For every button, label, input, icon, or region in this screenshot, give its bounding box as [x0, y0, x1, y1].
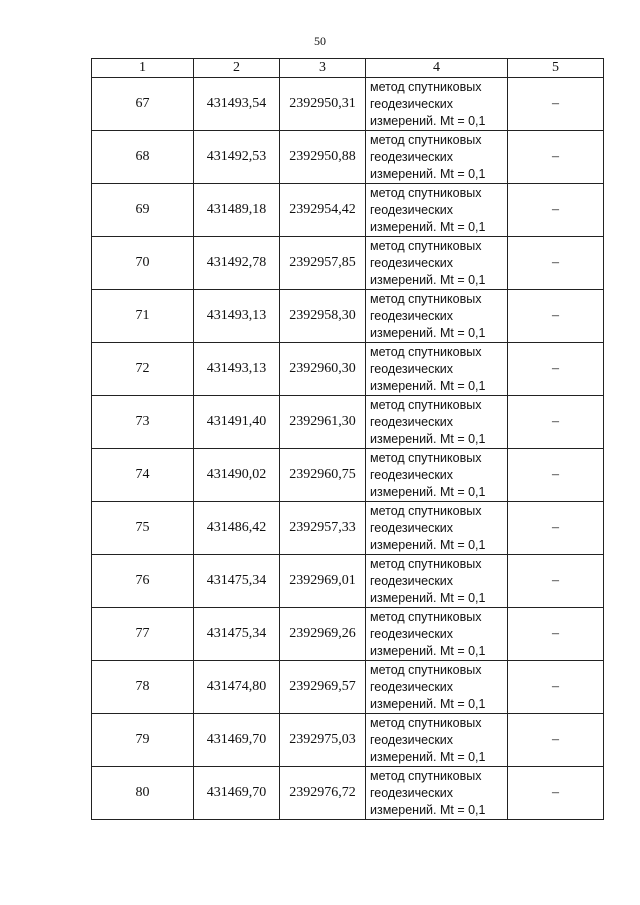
y-coordinate-cell: 2392976,72 [280, 767, 366, 820]
note-cell: – [508, 396, 604, 449]
method-cell [366, 555, 508, 608]
x-coordinate-cell: 431469,70 [194, 767, 280, 820]
table-row [92, 184, 604, 237]
column-header-1: 1 [92, 59, 194, 78]
method-line: геодезических [370, 626, 454, 641]
x-coordinate-cell: 431492,53 [194, 131, 280, 184]
point-number-cell: 71 [92, 290, 194, 343]
table-row [92, 343, 604, 396]
method-line: метод спутниковых [370, 715, 482, 730]
x-coordinate-cell: 431489,18 [194, 184, 280, 237]
table-row [92, 237, 604, 290]
x-coordinate-cell: 431491,40 [194, 396, 280, 449]
note-cell: – [508, 131, 604, 184]
note-cell: – [508, 184, 604, 237]
method-line: измерений. Mt = 0,1 [370, 590, 486, 605]
method-line: измерений. Mt = 0,1 [370, 431, 486, 446]
point-number-cell: 70 [92, 237, 194, 290]
point-number-cell: 72 [92, 343, 194, 396]
x-coordinate-cell: 431493,13 [194, 290, 280, 343]
note-cell: – [508, 449, 604, 502]
note-cell: – [508, 608, 604, 661]
method-line: измерений. Mt = 0,1 [370, 219, 486, 234]
x-coordinate-cell: 431486,42 [194, 502, 280, 555]
table-row [92, 555, 604, 608]
method-line: геодезических [370, 467, 454, 482]
page-number: 50 [314, 34, 326, 48]
method-line: метод спутниковых [370, 397, 482, 412]
method-line: измерений. Mt = 0,1 [370, 802, 486, 817]
table-row [92, 608, 604, 661]
method-line: геодезических [370, 361, 454, 376]
method-line: измерений. Mt = 0,1 [370, 166, 486, 181]
method-line: измерений. Mt = 0,1 [370, 378, 486, 393]
y-coordinate-cell: 2392957,85 [280, 237, 366, 290]
method-line: геодезических [370, 308, 454, 323]
method-cell [366, 343, 508, 396]
method-line: измерений. Mt = 0,1 [370, 696, 486, 711]
column-header-2: 2 [194, 59, 280, 78]
y-coordinate-cell: 2392961,30 [280, 396, 366, 449]
point-number-cell: 68 [92, 131, 194, 184]
method-cell [366, 396, 508, 449]
method-cell [366, 184, 508, 237]
method-line: метод спутниковых [370, 503, 482, 518]
method-line: геодезических [370, 149, 454, 164]
note-cell: – [508, 78, 604, 131]
y-coordinate-cell: 2392969,57 [280, 661, 366, 714]
point-number-cell: 80 [92, 767, 194, 820]
method-line: метод спутниковых [370, 291, 482, 306]
method-line: метод спутниковых [370, 450, 482, 465]
method-line: измерений. Mt = 0,1 [370, 325, 486, 340]
point-number-cell: 73 [92, 396, 194, 449]
method-line: геодезических [370, 96, 454, 111]
y-coordinate-cell: 2392957,33 [280, 502, 366, 555]
method-cell [366, 767, 508, 820]
method-line: геодезических [370, 785, 454, 800]
point-number-cell: 69 [92, 184, 194, 237]
method-line: метод спутниковых [370, 609, 482, 624]
table-row [92, 290, 604, 343]
x-coordinate-cell: 431475,34 [194, 555, 280, 608]
column-header-3: 3 [280, 59, 366, 78]
method-line: геодезических [370, 732, 454, 747]
table-row [92, 661, 604, 714]
x-coordinate-cell: 431474,80 [194, 661, 280, 714]
method-cell [366, 502, 508, 555]
x-coordinate-cell: 431475,34 [194, 608, 280, 661]
table-header-row [92, 59, 604, 78]
x-coordinate-cell: 431493,54 [194, 78, 280, 131]
x-coordinate-cell: 431469,70 [194, 714, 280, 767]
method-line: геодезических [370, 573, 454, 588]
method-line: измерений. Mt = 0,1 [370, 272, 486, 287]
note-cell: – [508, 237, 604, 290]
point-number-cell: 77 [92, 608, 194, 661]
column-header-4: 4 [366, 59, 508, 78]
method-line: метод спутниковых [370, 185, 482, 200]
method-cell [366, 449, 508, 502]
x-coordinate-cell: 431490,02 [194, 449, 280, 502]
method-line: метод спутниковых [370, 556, 482, 571]
table-row [92, 714, 604, 767]
method-cell [366, 131, 508, 184]
method-cell [366, 661, 508, 714]
column-header-5: 5 [508, 59, 604, 78]
method-line: метод спутниковых [370, 344, 482, 359]
method-line: метод спутниковых [370, 132, 482, 147]
table-row [92, 396, 604, 449]
method-line: измерений. Mt = 0,1 [370, 113, 486, 128]
point-number-cell: 74 [92, 449, 194, 502]
x-coordinate-cell: 431492,78 [194, 237, 280, 290]
point-number-cell: 67 [92, 78, 194, 131]
method-line: метод спутниковых [370, 768, 482, 783]
method-line: метод спутниковых [370, 79, 482, 94]
note-cell: – [508, 502, 604, 555]
note-cell: – [508, 767, 604, 820]
method-line: измерений. Mt = 0,1 [370, 749, 486, 764]
y-coordinate-cell: 2392958,30 [280, 290, 366, 343]
y-coordinate-cell: 2392960,75 [280, 449, 366, 502]
y-coordinate-cell: 2392950,88 [280, 131, 366, 184]
table-body [92, 78, 604, 820]
y-coordinate-cell: 2392950,31 [280, 78, 366, 131]
x-coordinate-cell: 431493,13 [194, 343, 280, 396]
method-cell [366, 290, 508, 343]
method-line: геодезических [370, 679, 454, 694]
method-line: метод спутниковых [370, 662, 482, 677]
method-cell [366, 78, 508, 131]
note-cell: – [508, 343, 604, 396]
method-line: геодезических [370, 414, 454, 429]
method-line: геодезических [370, 520, 454, 535]
y-coordinate-cell: 2392975,03 [280, 714, 366, 767]
method-line: метод спутниковых [370, 238, 482, 253]
table-row [92, 502, 604, 555]
y-coordinate-cell: 2392960,30 [280, 343, 366, 396]
method-cell [366, 237, 508, 290]
table-row [92, 767, 604, 820]
y-coordinate-cell: 2392954,42 [280, 184, 366, 237]
method-line: измерений. Mt = 0,1 [370, 643, 486, 658]
method-line: измерений. Mt = 0,1 [370, 537, 486, 552]
method-line: геодезических [370, 202, 454, 217]
table-row [92, 449, 604, 502]
y-coordinate-cell: 2392969,01 [280, 555, 366, 608]
point-number-cell: 75 [92, 502, 194, 555]
note-cell: – [508, 714, 604, 767]
method-cell [366, 714, 508, 767]
note-cell: – [508, 555, 604, 608]
note-cell: – [508, 661, 604, 714]
y-coordinate-cell: 2392969,26 [280, 608, 366, 661]
point-number-cell: 78 [92, 661, 194, 714]
method-line: геодезических [370, 255, 454, 270]
note-cell: – [508, 290, 604, 343]
method-line: измерений. Mt = 0,1 [370, 484, 486, 499]
point-number-cell: 76 [92, 555, 194, 608]
table-row [92, 131, 604, 184]
coordinates-table [91, 58, 604, 820]
method-cell [366, 608, 508, 661]
point-number-cell: 79 [92, 714, 194, 767]
table-row [92, 78, 604, 131]
